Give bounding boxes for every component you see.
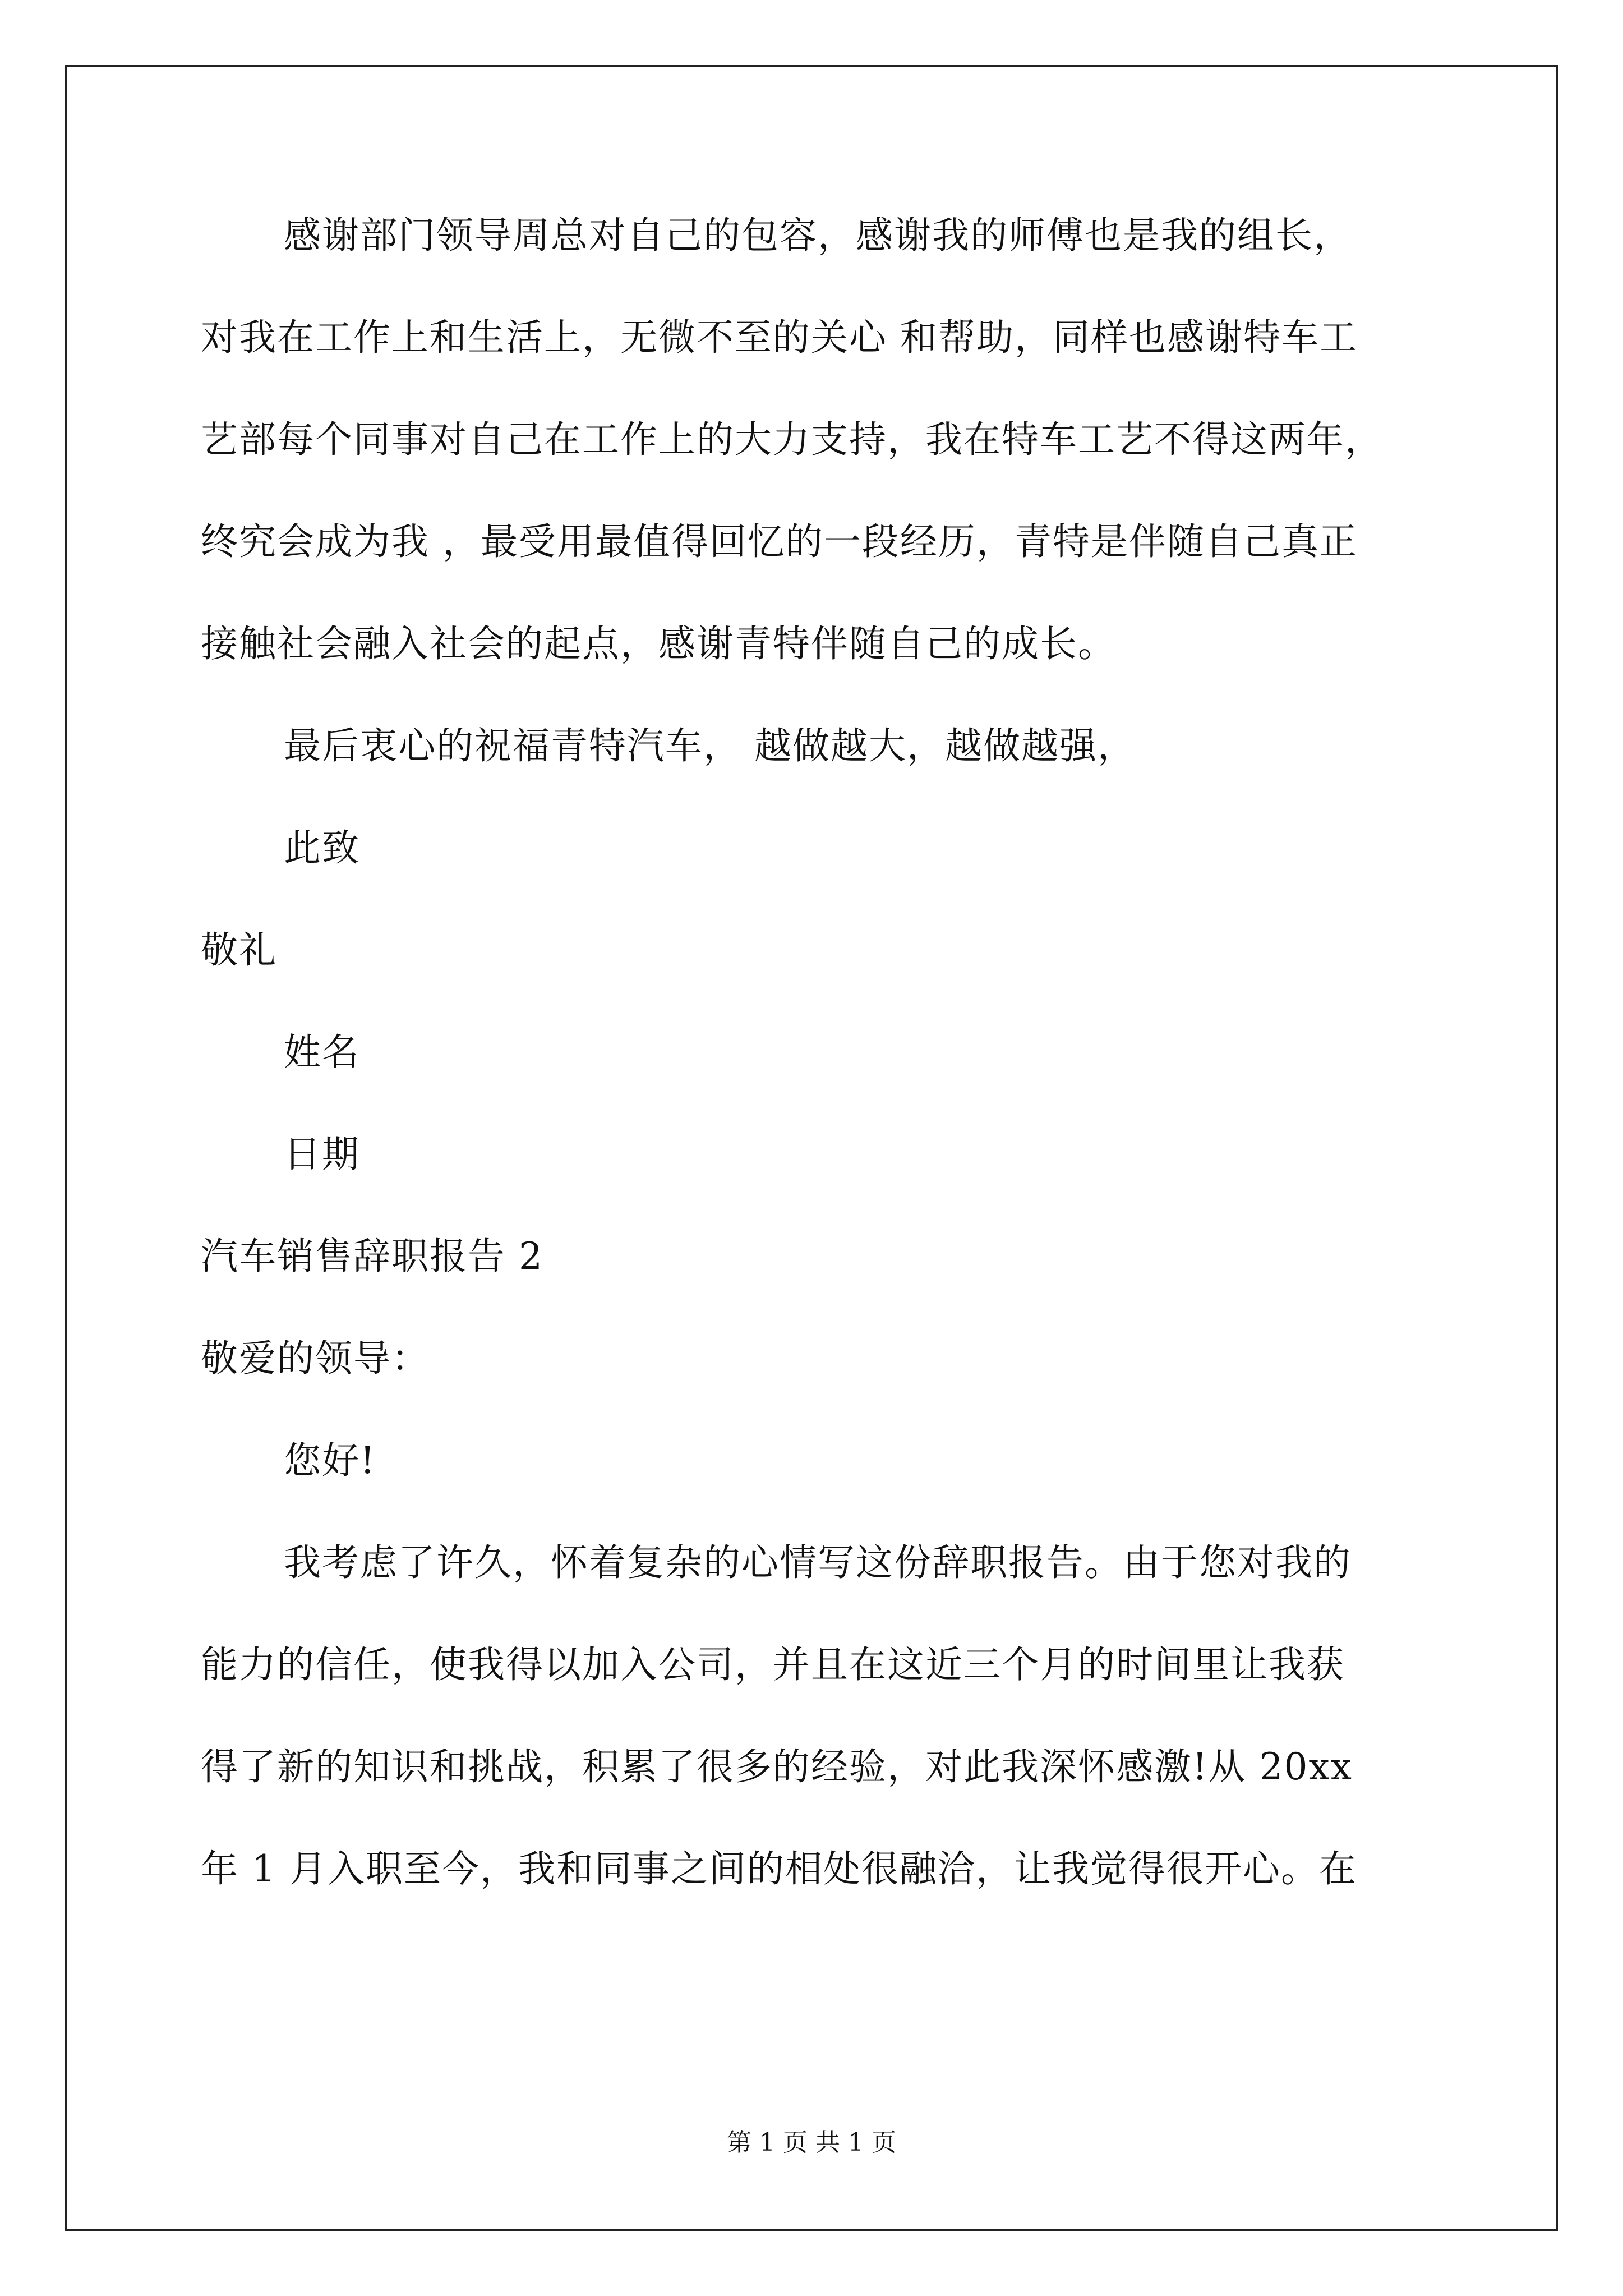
letter-greeting: 敬爱的领导： <box>201 1337 430 1380</box>
paragraph-line: 艺部每个同事对自己在工作上的大力支持，我在特车工艺不得这两年， <box>201 418 1383 461</box>
signature-name: 姓名 <box>284 1030 360 1074</box>
signature-date: 日期 <box>284 1133 360 1176</box>
letter-hello: 您好! <box>284 1439 376 1482</box>
page-footer: 第 1 页 共 1 页 <box>727 2128 896 2157</box>
section-title: 汽车销售辞职报告 2 <box>201 1235 543 1278</box>
salutation-cizhi: 此致 <box>284 826 360 869</box>
paragraph-line: 对我在工作上和生活上，无微不至的关心 和帮助，同样也感谢特车工 <box>201 316 1358 359</box>
paragraph-line: 终究会成为我 ，最受用最值得回忆的一段经历，青特是伴随自己真正 <box>201 520 1358 563</box>
paragraph-line: 我考虑了许久，怀着复杂的心情写这份辞职报告。由于您对我的 <box>284 1541 1352 1584</box>
paragraph-line: 得了新的知识和挑战，积累了很多的经验，对此我深怀感激!从 20xx <box>201 1745 1353 1788</box>
paragraph-line: 能力的信任，使我得以加入公司，并且在这近三个月的时间里让我获 <box>201 1643 1345 1686</box>
closing-wish-line: 最后衷心的祝福青特汽车， 越做越大，越做越强， <box>284 724 1136 767</box>
paragraph-line: 年 1 月入职至今，我和同事之间的相处很融洽，让我觉得很开心。在 <box>201 1847 1357 1890</box>
paragraph-line: 接触社会融入社会的起点，感谢青特伴随自己的成长。 <box>201 622 1116 665</box>
paragraph-line: 感谢部门领导周总对自己的包容，感谢我的师傅也是我的组长， <box>284 214 1352 257</box>
salutation-jingli: 敬礼 <box>201 928 277 972</box>
